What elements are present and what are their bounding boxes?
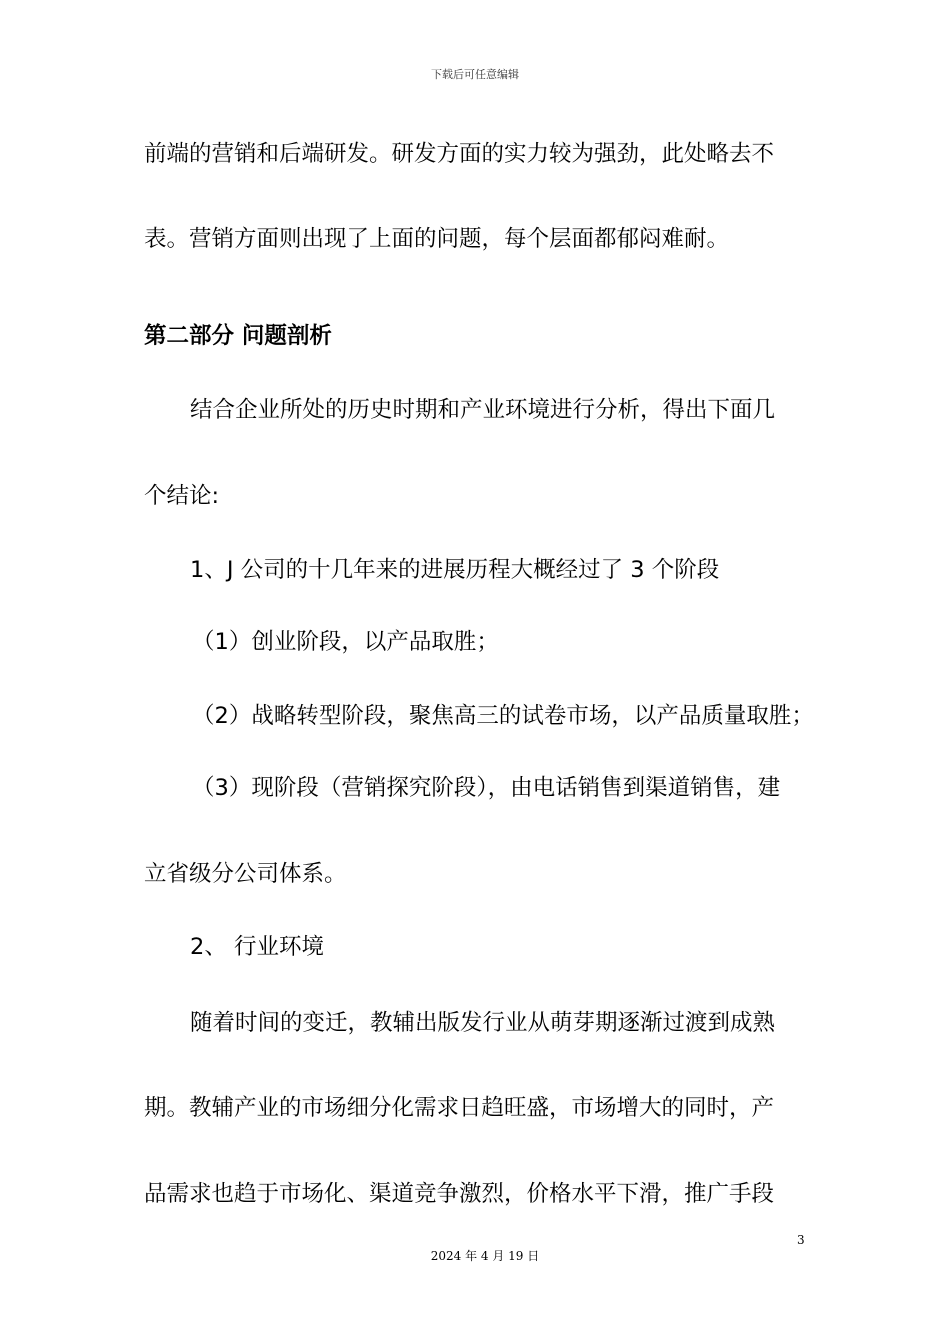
- paragraph-1-line-1: 前端的营销和后端研发。研发方面的实力较为强劲，此处略去不: [144, 141, 775, 167]
- item-1-title: 1、J 公司的十几年来的进展历程大概经过了 3 个阶段: [190, 557, 720, 583]
- paragraph-2-line-2: 个结论:: [144, 483, 220, 509]
- paragraph-1-line-2: 表。营销方面则出现了上面的问题，每个层面都郁闷难耐。: [144, 226, 730, 252]
- section-heading: 第二部分 问题剖析: [144, 323, 332, 349]
- item-1-sub-2: （2）战略转型阶段，聚焦高三的试卷市场，以产品质量取胜；: [192, 703, 814, 729]
- page-number: 3: [797, 1233, 805, 1247]
- item-2-line-1: 随着时间的变迁，教辅出版发行业从萌芽期逐渐过渡到成熟: [190, 1010, 776, 1036]
- item-1-sub-3-line-1: （3）现阶段（营销探究阶段），由电话销售到渠道销售，建: [192, 775, 781, 801]
- header-note: 下载后可任意编辑: [431, 68, 519, 81]
- item-2-line-2: 期。教辅产业的市场细分化需求日趋旺盛，市场增大的同时，产: [144, 1095, 775, 1121]
- item-2-title: 2、 行业环境: [190, 934, 324, 960]
- item-2-line-3: 品需求也趋于市场化、渠道竞争激烈，价格水平下滑，推广手段: [144, 1181, 775, 1207]
- item-1-sub-3-line-2: 立省级分公司体系。: [144, 861, 347, 887]
- item-1-sub-1: （1）创业阶段，以产品取胜；: [192, 629, 499, 655]
- footer-date: 2024 年 4 月 19 日: [430, 1249, 540, 1263]
- paragraph-2-line-1: 结合企业所处的历史时期和产业环境进行分析，得出下面几: [190, 397, 776, 423]
